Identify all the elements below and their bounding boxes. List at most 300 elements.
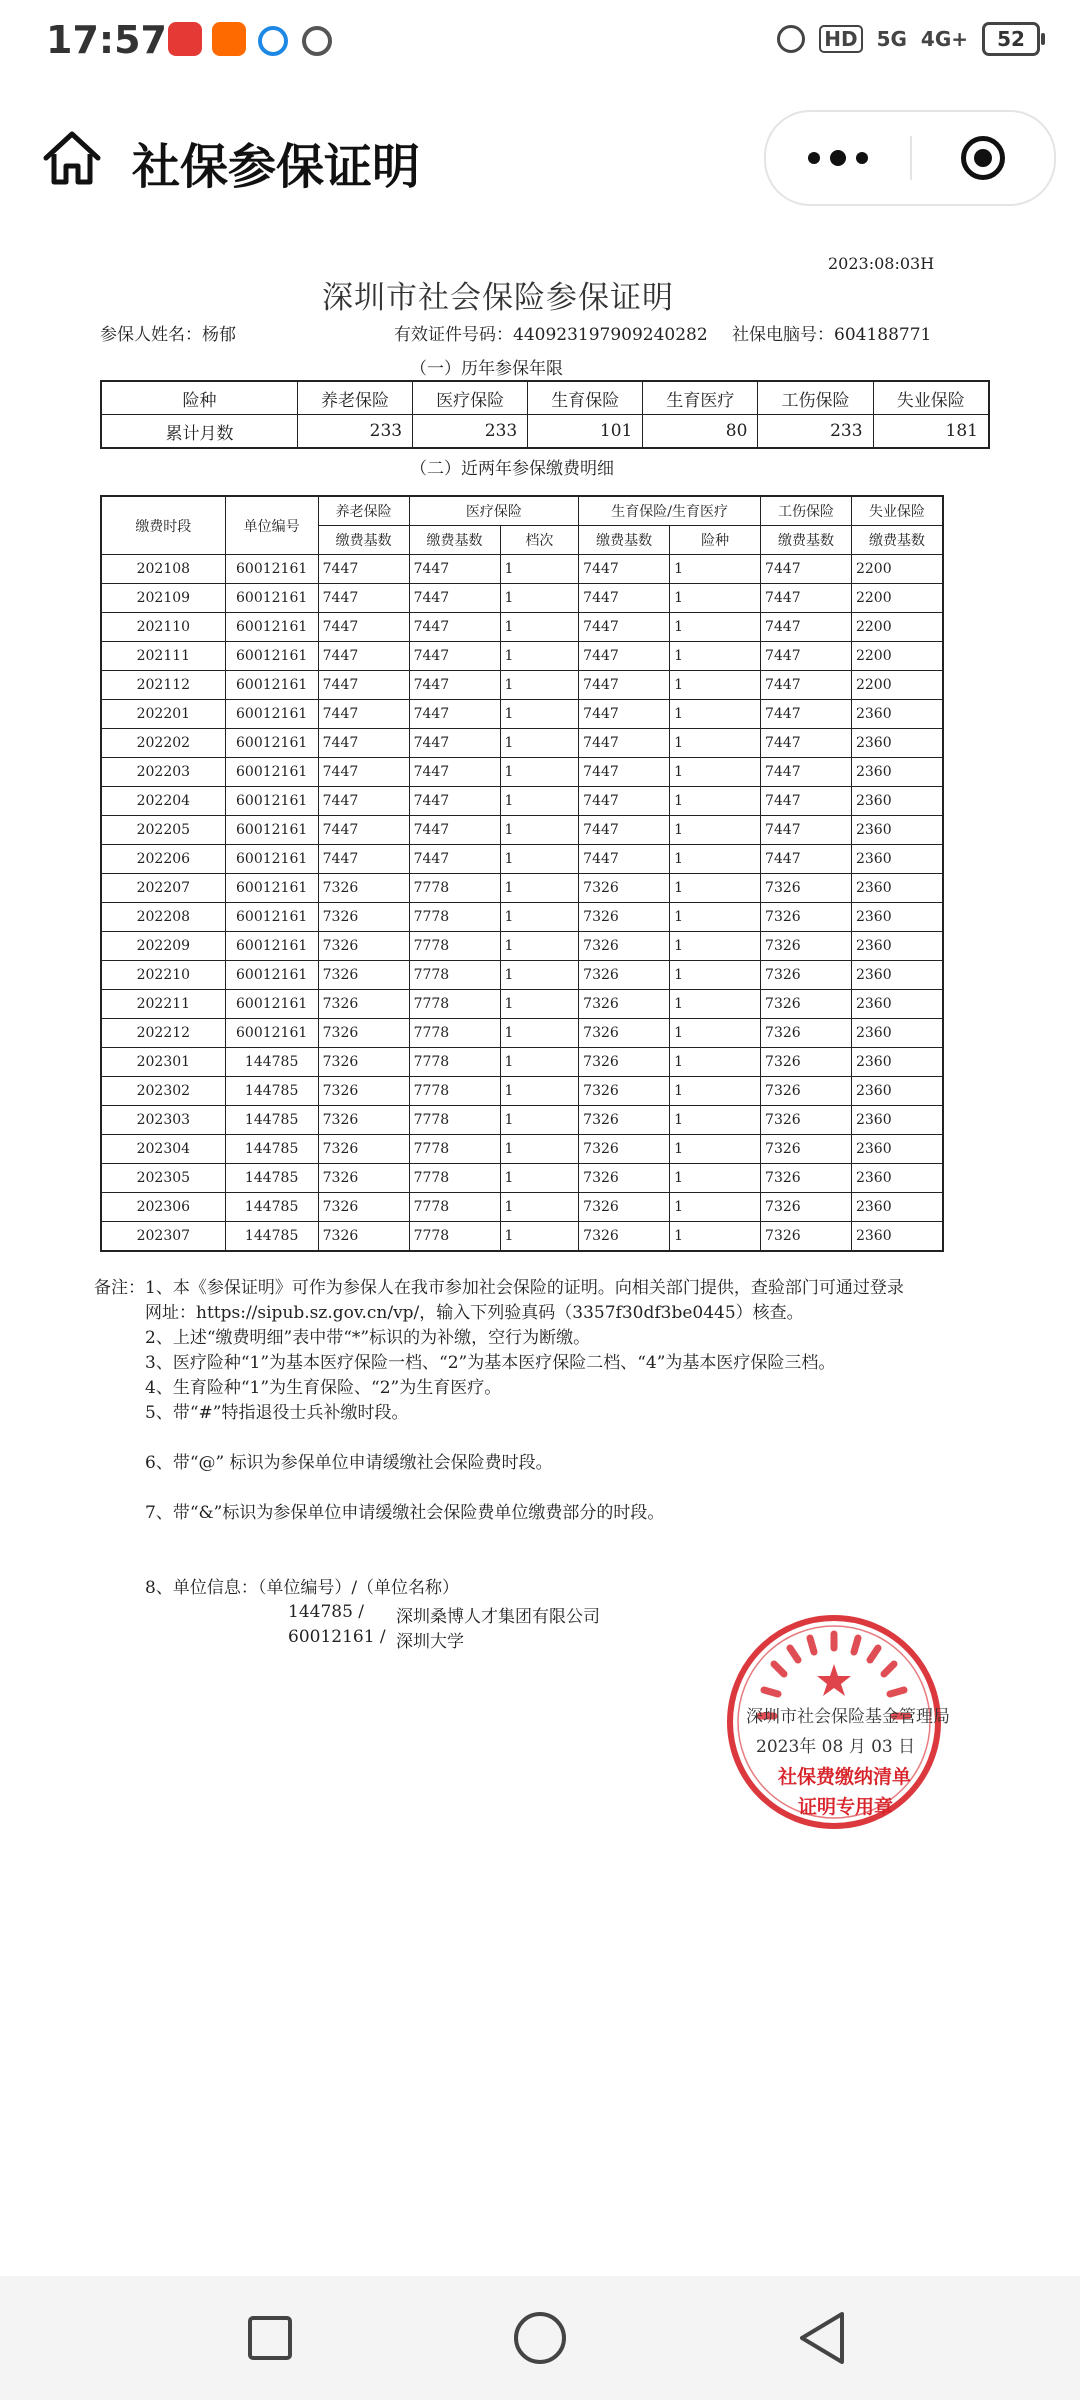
- 4g-signal-icon: 4G+: [920, 27, 968, 51]
- unemployment-base-cell: 2360: [851, 1019, 943, 1048]
- maternity-type-cell: 1: [670, 932, 761, 961]
- period-cell: 202203: [101, 758, 225, 787]
- unit-code-cell: 60012161: [225, 555, 318, 584]
- summary-header: 生育保险: [528, 381, 643, 415]
- maternity-type-cell: 1: [670, 1135, 761, 1164]
- pension-base-cell: 7326: [318, 932, 409, 961]
- pension-base-cell: 7447: [318, 816, 409, 845]
- unemployment-base-cell: 2360: [851, 1077, 943, 1106]
- injury-base-cell: 7447: [761, 729, 852, 758]
- injury-base-cell: 7447: [761, 555, 852, 584]
- note-3: 3、医疗险种“1”为基本医疗保险一档、“2”为基本医疗保险二档、“4”为基本医疗保险三档。: [145, 1353, 836, 1373]
- medical-level-cell: 1: [500, 816, 579, 845]
- maternity-type-cell: 1: [670, 613, 761, 642]
- period-cell: 202307: [101, 1222, 225, 1252]
- maternity-type-cell: 1: [670, 729, 761, 758]
- medical-level-cell: 1: [500, 642, 579, 671]
- unit-code-cell: 60012161: [225, 700, 318, 729]
- table-row: [101, 584, 943, 613]
- injury-base-cell: 7447: [761, 642, 852, 671]
- unemployment-base-cell: 2360: [851, 1222, 943, 1252]
- maternity-type-cell: 1: [670, 671, 761, 700]
- summary-header: 工伤保险: [758, 381, 873, 415]
- pension-base-cell: 7326: [318, 1019, 409, 1048]
- red-app-icon: [168, 22, 202, 56]
- table-row: [101, 729, 943, 758]
- maternity-base-cell: 7447: [579, 642, 670, 671]
- unemployment-base-cell: 2360: [851, 787, 943, 816]
- table-row: [101, 816, 943, 845]
- unemployment-base-cell: 2360: [851, 1106, 943, 1135]
- maternity-base-cell: 7326: [579, 1019, 670, 1048]
- medical-base-cell: 7778: [409, 961, 500, 990]
- page-title: 社保参保证明: [132, 139, 421, 195]
- medical-level-cell: 1: [500, 961, 579, 990]
- summary-value: 181: [873, 415, 989, 449]
- payment-detail-table: [100, 495, 944, 1252]
- injury-base-cell: 7326: [761, 1077, 852, 1106]
- back-button[interactable]: [790, 2306, 854, 2370]
- maternity-base-cell: 7326: [579, 903, 670, 932]
- medical-base-cell: 7447: [409, 729, 500, 758]
- person-name: 参保人姓名：杨郁: [100, 325, 236, 345]
- table-row: [101, 1048, 943, 1077]
- maternity-type-cell: 1: [670, 874, 761, 903]
- unit-code-cell: 144785: [225, 1048, 318, 1077]
- table-row: [101, 613, 943, 642]
- medical-base-cell: 7447: [409, 700, 500, 729]
- seal-date: 2023年 08 月 03 日: [756, 1737, 916, 1757]
- unit-name: 深圳桑博人才集团有限公司: [396, 1607, 600, 1627]
- maternity-type-cell: 1: [670, 700, 761, 729]
- period-cell: 202210: [101, 961, 225, 990]
- table-row: [101, 1106, 943, 1135]
- unit-name: 深圳大学: [396, 1632, 464, 1652]
- table-header-row: [101, 496, 943, 526]
- injury-base-cell: 7447: [761, 758, 852, 787]
- medical-base-cell: 7778: [409, 1019, 500, 1048]
- maternity-base-cell: 7447: [579, 816, 670, 845]
- medical-base-cell: 7778: [409, 903, 500, 932]
- close-target-icon: [961, 136, 1005, 180]
- header-unit: 单位编号: [225, 496, 318, 555]
- maternity-base-cell: 7326: [579, 1164, 670, 1193]
- maternity-type-cell: 1: [670, 1193, 761, 1222]
- summary-value: 233: [413, 415, 528, 449]
- table-row: [101, 1019, 943, 1048]
- medical-base-cell: 7778: [409, 1164, 500, 1193]
- maternity-type-cell: 1: [670, 961, 761, 990]
- maternity-base-cell: 7447: [579, 700, 670, 729]
- medical-level-cell: 1: [500, 845, 579, 874]
- table-row: [101, 642, 943, 671]
- maternity-type-cell: 1: [670, 816, 761, 845]
- pension-base-cell: 7447: [318, 758, 409, 787]
- medical-base-cell: 7447: [409, 816, 500, 845]
- maternity-base-cell: 7326: [579, 1106, 670, 1135]
- pension-base-cell: 7326: [318, 1048, 409, 1077]
- medical-level-cell: 1: [500, 1106, 579, 1135]
- medical-base-cell: 7447: [409, 584, 500, 613]
- unemployment-base-cell: 2360: [851, 1193, 943, 1222]
- maternity-base-cell: 7326: [579, 961, 670, 990]
- note-2: 2、上述“缴费明细”表中带“*”标识的为补缴，空行为断缴。: [145, 1328, 591, 1348]
- maternity-type-cell: 1: [670, 758, 761, 787]
- maternity-base-cell: 7447: [579, 613, 670, 642]
- pension-base-cell: 7447: [318, 700, 409, 729]
- table-row: [101, 555, 943, 584]
- period-cell: 202303: [101, 1106, 225, 1135]
- header-period: 缴费时段: [101, 496, 225, 555]
- unit-code-cell: 60012161: [225, 903, 318, 932]
- title-bar: [0, 100, 1080, 220]
- section1-title: （一）历年参保年限: [410, 359, 563, 379]
- table-row: [101, 1222, 943, 1252]
- medical-base-cell: 7778: [409, 874, 500, 903]
- maternity-base-cell: 7447: [579, 555, 670, 584]
- summary-value: 101: [528, 415, 643, 449]
- header-pension: 养老保险: [318, 496, 409, 526]
- medical-base-cell: 7778: [409, 990, 500, 1019]
- injury-base-cell: 7326: [761, 961, 852, 990]
- medical-level-cell: 1: [500, 1019, 579, 1048]
- unit-code-cell: 60012161: [225, 642, 318, 671]
- unit-code-cell: 60012161: [225, 816, 318, 845]
- maternity-base-cell: 7326: [579, 1135, 670, 1164]
- header-injury: 工伤保险: [761, 496, 852, 526]
- injury-base-cell: 7326: [761, 1193, 852, 1222]
- medical-base-cell: 7447: [409, 613, 500, 642]
- injury-base-cell: 7326: [761, 1222, 852, 1252]
- maternity-type-cell: 1: [670, 1019, 761, 1048]
- summary-header: 医疗保险: [413, 381, 528, 415]
- more-button[interactable]: [766, 112, 910, 204]
- home-icon[interactable]: [40, 126, 104, 190]
- medical-base-cell: 7778: [409, 1077, 500, 1106]
- unit-code-cell: 60012161: [225, 758, 318, 787]
- injury-base-cell: 7326: [761, 1048, 852, 1077]
- unit-code-cell: 144785: [225, 1193, 318, 1222]
- unemployment-base-cell: 2360: [851, 758, 943, 787]
- unemployment-base-cell: 2360: [851, 1048, 943, 1077]
- unit-code-cell: 144785: [225, 1106, 318, 1135]
- maternity-type-cell: 1: [670, 1106, 761, 1135]
- period-cell: 202204: [101, 787, 225, 816]
- maternity-base-cell: 7326: [579, 874, 670, 903]
- summary-value: 233: [758, 415, 873, 449]
- period-cell: 202302: [101, 1077, 225, 1106]
- unit-code-cell: 60012161: [225, 787, 318, 816]
- summary-header: 失业保险: [873, 381, 989, 415]
- document-title: 深圳市社会保险参保证明: [322, 280, 674, 316]
- note-5: 5、带“#”特指退役士兵补缴时段。: [145, 1403, 409, 1423]
- injury-base-cell: 7447: [761, 584, 852, 613]
- unit-code-cell: 60012161: [225, 961, 318, 990]
- maternity-type-cell: 1: [670, 903, 761, 932]
- medical-base-cell: 7447: [409, 787, 500, 816]
- period-cell: 202212: [101, 1019, 225, 1048]
- medical-level-cell: 1: [500, 1193, 579, 1222]
- pension-base-cell: 7447: [318, 671, 409, 700]
- table-row: [101, 381, 989, 415]
- unemployment-base-cell: 2360: [851, 874, 943, 903]
- maternity-base-cell: 7326: [579, 1048, 670, 1077]
- period-cell: 202112: [101, 671, 225, 700]
- unit-code-cell: 60012161: [225, 932, 318, 961]
- period-cell: 202108: [101, 555, 225, 584]
- maternity-base-cell: 7447: [579, 787, 670, 816]
- maternity-type-cell: 1: [670, 642, 761, 671]
- unit-code-cell: 144785: [225, 1164, 318, 1193]
- maternity-base-cell: 7326: [579, 1222, 670, 1252]
- note-1-url: 网址：https://sipub.sz.gov.cn/vp/，输入下列验真码（3357f30df3be0445）核查。: [145, 1303, 804, 1323]
- taobao-icon: [212, 22, 246, 56]
- pension-base-cell: 7326: [318, 990, 409, 1019]
- unit-code-cell: 60012161: [225, 671, 318, 700]
- miniprogram-capsule: [764, 110, 1056, 206]
- medical-base-cell: 7447: [409, 758, 500, 787]
- maternity-base-cell: 7447: [579, 584, 670, 613]
- summary-value: 233: [298, 415, 413, 449]
- unemployment-base-cell: 2360: [851, 932, 943, 961]
- medical-base-cell: 7778: [409, 932, 500, 961]
- maternity-type-cell: 1: [670, 787, 761, 816]
- injury-base-cell: 7326: [761, 1164, 852, 1193]
- table-row: [101, 932, 943, 961]
- injury-base-cell: 7326: [761, 1106, 852, 1135]
- subheader-base: 缴费基数: [318, 526, 409, 555]
- injury-base-cell: 7326: [761, 1019, 852, 1048]
- unemployment-base-cell: 2200: [851, 555, 943, 584]
- table-row: [101, 758, 943, 787]
- medical-base-cell: 7778: [409, 1135, 500, 1164]
- maternity-type-cell: 1: [670, 1048, 761, 1077]
- pension-base-cell: 7326: [318, 1193, 409, 1222]
- unemployment-base-cell: 2360: [851, 729, 943, 758]
- summary-header: 险种: [101, 381, 298, 415]
- circle-icon: [512, 2310, 568, 2366]
- injury-base-cell: 7447: [761, 845, 852, 874]
- summary-row-label: 累计月数: [101, 415, 298, 449]
- table-row: [101, 874, 943, 903]
- period-cell: 202209: [101, 932, 225, 961]
- injury-base-cell: 7447: [761, 613, 852, 642]
- subheader-base: 缴费基数: [579, 526, 670, 555]
- unit-code-cell: 60012161: [225, 584, 318, 613]
- period-cell: 202201: [101, 700, 225, 729]
- maternity-type-cell: 1: [670, 584, 761, 613]
- computer-number: 社保电脑号：604188771: [732, 325, 932, 345]
- injury-base-cell: 7447: [761, 671, 852, 700]
- medical-level-cell: 1: [500, 787, 579, 816]
- injury-base-cell: 7326: [761, 932, 852, 961]
- period-cell: 202211: [101, 990, 225, 1019]
- period-cell: 202304: [101, 1135, 225, 1164]
- medical-level-cell: 1: [500, 555, 579, 584]
- subheader-base: 缴费基数: [851, 526, 943, 555]
- table-row: [101, 1193, 943, 1222]
- period-cell: 202306: [101, 1193, 225, 1222]
- status-bar: [0, 0, 1080, 84]
- unemployment-base-cell: 2200: [851, 613, 943, 642]
- notes-section: [94, 1276, 994, 1601]
- period-cell: 202110: [101, 613, 225, 642]
- unit-code-cell: 60012161: [225, 1019, 318, 1048]
- medical-level-cell: 1: [500, 1222, 579, 1252]
- battery-icon: 52: [982, 22, 1040, 56]
- medical-base-cell: 7447: [409, 555, 500, 584]
- seal-text-line2: 证明专用章: [798, 1796, 894, 1818]
- table-row: [101, 415, 989, 449]
- period-cell: 202208: [101, 903, 225, 932]
- link-app-icon: [302, 26, 332, 56]
- summary-table: [100, 380, 990, 449]
- table-row: [101, 1164, 943, 1193]
- system-navigation-bar: [0, 2276, 1080, 2400]
- maternity-base-cell: 7447: [579, 845, 670, 874]
- pension-base-cell: 7447: [318, 584, 409, 613]
- medical-base-cell: 7447: [409, 642, 500, 671]
- section2-title: （二）近两年参保缴费明细: [410, 459, 614, 479]
- unit-code-cell: 60012161: [225, 874, 318, 903]
- medical-level-cell: 1: [500, 584, 579, 613]
- maternity-type-cell: 1: [670, 1222, 761, 1252]
- pension-base-cell: 7326: [318, 961, 409, 990]
- note-8: 8、单位信息：（单位编号）/（单位名称）: [145, 1578, 460, 1598]
- summary-value: 80: [643, 415, 758, 449]
- maternity-type-cell: 1: [670, 990, 761, 1019]
- subheader-base: 缴费基数: [761, 526, 852, 555]
- home-nav-button[interactable]: [508, 2306, 572, 2370]
- maternity-type-cell: 1: [670, 1077, 761, 1106]
- pension-base-cell: 7447: [318, 555, 409, 584]
- unemployment-base-cell: 2200: [851, 584, 943, 613]
- unemployment-base-cell: 2360: [851, 990, 943, 1019]
- maternity-type-cell: 1: [670, 1164, 761, 1193]
- browser-icon: [258, 26, 288, 56]
- maternity-type-cell: 1: [670, 555, 761, 584]
- more-dot-icon: [856, 152, 868, 164]
- unemployment-base-cell: 2360: [851, 1135, 943, 1164]
- 5g-signal-icon: 5G: [876, 27, 907, 51]
- more-dot-icon: [808, 152, 820, 164]
- medical-base-cell: 7447: [409, 845, 500, 874]
- pension-base-cell: 7447: [318, 729, 409, 758]
- unit-code-cell: 60012161: [225, 729, 318, 758]
- table-row: [101, 903, 943, 932]
- medical-level-cell: 1: [500, 1164, 579, 1193]
- medical-level-cell: 1: [500, 903, 579, 932]
- medical-level-cell: 1: [500, 729, 579, 758]
- table-row: [101, 1077, 943, 1106]
- unit-code-cell: 60012161: [225, 845, 318, 874]
- note-4: 4、生育险种“1”为生育保险、“2”为生育医疗。: [145, 1378, 502, 1398]
- back-triangle-icon: [796, 2310, 848, 2366]
- medical-level-cell: 1: [500, 874, 579, 903]
- subheader-type: 险种: [670, 526, 761, 555]
- maternity-base-cell: 7447: [579, 758, 670, 787]
- unit-code-cell: 144785: [225, 1222, 318, 1252]
- pension-base-cell: 7447: [318, 613, 409, 642]
- medical-level-cell: 1: [500, 1077, 579, 1106]
- table-row: [101, 700, 943, 729]
- header-maternity: 生育保险/生育医疗: [579, 496, 761, 526]
- medical-level-cell: 1: [500, 613, 579, 642]
- medical-level-cell: 1: [500, 758, 579, 787]
- injury-base-cell: 7326: [761, 903, 852, 932]
- period-cell: 202109: [101, 584, 225, 613]
- status-time: 17:57: [46, 18, 167, 62]
- pension-base-cell: 7326: [318, 1135, 409, 1164]
- table-row: [101, 990, 943, 1019]
- period-cell: 202111: [101, 642, 225, 671]
- table-row: [101, 671, 943, 700]
- period-cell: 202205: [101, 816, 225, 845]
- unit-code: 144785 /: [288, 1602, 365, 1622]
- seal-text-line1: 社保费缴纳清单: [778, 1766, 912, 1788]
- pension-base-cell: 7326: [318, 874, 409, 903]
- note-7: 7、带“&”标识为参保单位申请缓缴社会保险费单位缴费部分的时段。: [145, 1503, 665, 1523]
- period-cell: 202206: [101, 845, 225, 874]
- unemployment-base-cell: 2360: [851, 700, 943, 729]
- medical-base-cell: 7778: [409, 1193, 500, 1222]
- alarm-icon: [777, 25, 805, 53]
- injury-base-cell: 7326: [761, 990, 852, 1019]
- table-row: [101, 1135, 943, 1164]
- table-row: [101, 787, 943, 816]
- maternity-type-cell: 1: [670, 845, 761, 874]
- unit-code-cell: 60012161: [225, 990, 318, 1019]
- maternity-base-cell: 7447: [579, 729, 670, 758]
- id-number: 有效证件号码：440923197909240282: [394, 325, 708, 345]
- unemployment-base-cell: 2200: [851, 642, 943, 671]
- pension-base-cell: 7326: [318, 1077, 409, 1106]
- medical-level-cell: 1: [500, 1048, 579, 1077]
- pension-base-cell: 7447: [318, 787, 409, 816]
- unit-code-cell: 60012161: [225, 613, 318, 642]
- more-dot-icon: [830, 150, 846, 166]
- note-6: 6、带“@” 标识为参保单位申请缓缴社会保险费时段。: [145, 1453, 553, 1473]
- medical-base-cell: 7778: [409, 1106, 500, 1135]
- note-1: 备注：1、本《参保证明》可作为参保人在我市参加社会保险的证明。向相关部门提供，查验部门可通过登录: [94, 1278, 904, 1298]
- close-miniprogram-button[interactable]: [912, 112, 1054, 204]
- injury-base-cell: 7447: [761, 816, 852, 845]
- medical-base-cell: 7447: [409, 671, 500, 700]
- pension-base-cell: 7326: [318, 1106, 409, 1135]
- unemployment-base-cell: 2360: [851, 961, 943, 990]
- summary-header: 养老保险: [298, 381, 413, 415]
- period-cell: 202301: [101, 1048, 225, 1077]
- medical-level-cell: 1: [500, 671, 579, 700]
- unemployment-base-cell: 2360: [851, 845, 943, 874]
- medical-level-cell: 1: [500, 990, 579, 1019]
- maternity-base-cell: 7326: [579, 1077, 670, 1106]
- document-date: 2023:08:03H: [828, 254, 935, 273]
- medical-base-cell: 7778: [409, 1048, 500, 1077]
- header-unemployment: 失业保险: [851, 496, 943, 526]
- maternity-base-cell: 7326: [579, 932, 670, 961]
- injury-base-cell: 7326: [761, 1135, 852, 1164]
- pension-base-cell: 7447: [318, 845, 409, 874]
- medical-level-cell: 1: [500, 700, 579, 729]
- recent-apps-button[interactable]: [238, 2306, 302, 2370]
- medical-base-cell: 7778: [409, 1222, 500, 1252]
- medical-level-cell: 1: [500, 932, 579, 961]
- seal-organization: 深圳市社会保险基金管理局: [746, 1707, 950, 1727]
- unemployment-base-cell: 2360: [851, 1164, 943, 1193]
- table-row: [101, 961, 943, 990]
- injury-base-cell: 7447: [761, 787, 852, 816]
